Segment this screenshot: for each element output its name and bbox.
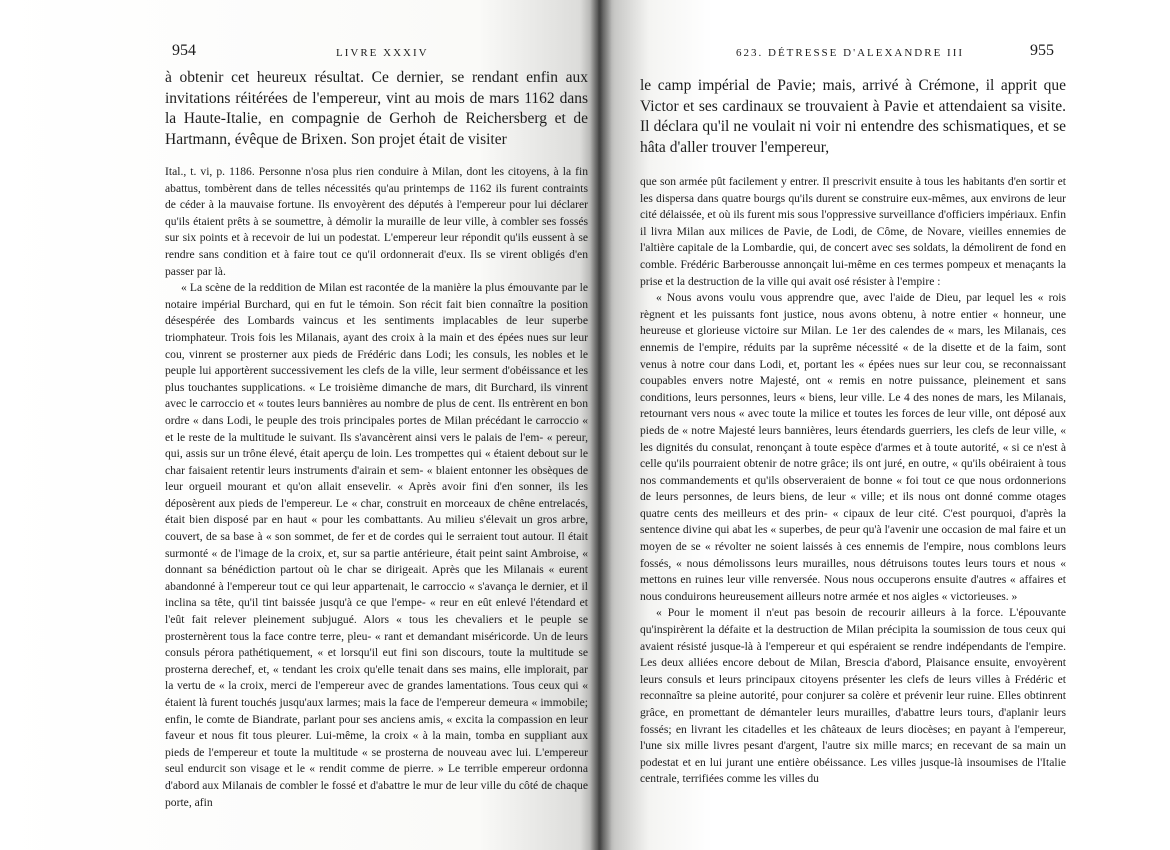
left-footnote-2: « La scène de la reddition de Milan est racontée de la manière la plus émouvante par le notaire impérial Burchard, qui en fut le témoin. Son récit fait bien connaître la position désespérée des Lombards vaincus et les sentiments implacables de leur superbe triomphateur. Trois fois les Milanais, ayant des croix à la main et des épées nues sur leur cou, vinrent se prosterner aux pieds de Frédéric dans Lodi; les consuls, les nobles et le peuple lui apportèrent successivement les clefs de la ville, leur serment d'obéissance et les plus touchantes supplications. « Le troisième dimanche de mars, dit Burchard, ils vinrent avec le carroccio et « toutes leurs bannières au nombre de plus de cent. Ils entrèrent en bon ordre « dans Lodi, le peuple des trois principales portes de Milan précédant le carroccio « et le reste de la multitude le suivant. Ils s'avancèrent ainsi vers le palais de l'em- « pereur, qui, assis sur un trône élevé, était aperçu de loin. Les trompettes qui « étaient debout sur le char faisaient retentir leurs instruments d'airain et sem- « blaient entonner les obsèques de leur orgueil mourant et qu'on allait ensevelir. « Après avoir fini d'en sonner, ils les déposèrent aux pieds de l'empereur. Le « char, construit en morceaux de chêne entrelacés, était bien disposé par en haut « pour les combattants. Au milieu s'élevait un gros arbre, couvert, de sa base à « son sommet, de fer et de cordes qui le serraient tout autour. Il était surmonté « de l'image de la croix, et, sur sa partie antérieure, était peint saint Ambroise, « donnant sa bénédiction partout où le char se dirigeait. Après que les Milanais « eurent abandonné à l'empereur tout ce qui leur appartenait, le carroccio « s'avança le dernier, et il inclina sa tête, qu'il tint baissée jusqu'à ce que l'empe- « reur en eût enlevé l'étendard et l'eût fait relever pleinement subjugué. Alors « tous les chevaliers et le peuple se prosternèrent tous la face contre terre, pleu- « rant et demandant miséricorde. Un de leurs consuls pérora pathétiquement, « et lorsqu'il eut fini son discours, toute la multitude se prosterna derechef, et, « tendant les croix qu'elle tenait dans ses mains, elle implorait, par la vertu de « la croix, merci de l'empereur avec de grandes lamentations. Tous ceux qui « étaient là furent touchés jusqu'aux larmes; mais la face de l'empereur demeura « immobile; enfin, le comte de Biandrate, parlant pour ses anciens amis, « excita la compassion en leur faveur et nous fit tous pleurer. Lui-même, la croix « à la main, tomba en suppliant aux pieds de l'empereur et toute la multitude « se prosterna de nouveau avec lui. L'empereur seul endurcit son visage et le « rendit comme de pierre. » Le terrible empereur ordonna d'abord aux Milanais de combler le fossé et d'abattre le mur de leur ville du côté de chaque porte, afin [165, 281, 588, 809]
book-gutter [590, 0, 612, 850]
left-footnote-1: Ital., t. vi, p. 1186. Personne n'osa plus rien conduire à Milan, dont les citoyens, à la fin abattus, tombèrent dans de telles nécessités qu'au printemps de 1162 ils furent contraints de céder à la mauvaise fortune. Ils envoyèrent des députés à l'empereur pour lui déclarer qu'ils étaient prêts à se soumettre, à démolir la muraille de leur ville, à combler ses fossés sur six points et à recevoir de lui un podestat. L'empereur leur répondit qu'ils eussent à se rendre sans condition et à faire tout ce qu'il ordonnerait d'eux. Ils se virent obligés d'en passer par là. [165, 165, 588, 278]
right-page-number: 955 [1030, 42, 1054, 59]
left-main-text: à obtenir cet heureux résultat. Ce dernier, se rendant enfin aux invitations réitérées de l'empereur, vint au mois de mars 1162 dans la Haute-Italie, en compagnie de Gerhoh de Reichersberg et de Hartmann, évêque de Brixen. Son projet était de visiter [165, 69, 588, 148]
right-footnote-2: « Nous avons voulu vous apprendre que, avec l'aide de Dieu, par lequel les « rois règnent et les puissants font justice, nous avons obtenu, à notre entier « honneur, une heureuse et glorieuse victoire sur Milan. Le 1er des calendes de « mars, les Milanais, ces ennemis de l'empire, réduits par la suprême nécessité « de la disette et de la faim, sont venus à notre cour dans Lodi, et, portant les « épées nues sur leur cou, se reconnaissant coupables envers notre Majesté, ont « remis en notre puissance, pleinement et sans conditions, leurs personnes, leurs « biens, leur ville. Le 4 des nones de mars, les Milanais, retournant vers nous « avec toute la milice et toutes les forces de leur ville, ont déposé aux pieds de « notre Majesté leurs bannières, leurs étendards guerriers, les clefs de leur ville, « les dignités du consulat, renonçant à toute espèce d'armes et à toute autorité, « si ce n'est à celle qu'ils pourraient obtenir de notre grâce; ils ont juré, en outre, « qu'ils obéiraient à tous nos commandements et qu'ils observeraient de bonne « foi tout ce que nous ordonnerions de leurs personnes, de leurs biens, de leur « ville; et ils nous ont donné comme otages quatre cents des meilleurs et des prin- « cipaux de leur cité. C'est pourquoi, d'après la sentence divine qui abat les « superbes, de peur qu'à l'avenir une occasion de mal faire et un moyen de se « révolter ne soient laissés à ces ennemis de l'empire, nous comblons leurs fossés, « nous démolissons leurs murailles, nous détruisons toutes leurs tours et nous « mettons en ruines leur ville renversée. Nous nous occuperons ensuite d'autres « affaires et nous conduirons heureusement ailleurs notre armée et nos aigles « victorieuses. » [640, 291, 1066, 603]
right-footnote-1: que son armée pût facilement y entrer. Il prescrivit ensuite à tous les habitants d'en sortir et les dispersa dans quatre bourgs qu'ils durent se construire eux-mêmes, aux environs de leur cité délaissée, et où ils furent mis sous l'oppressive surveillance d'officiers impériaux. Enfin il livra Milan aux milices de Pavie, de Lodi, de Côme, de Novare, vieilles ennemies de l'altière capitale de la Lombardie, qui, de concert avec ses soldats, la démolirent de fond en comble. Frédéric Barberousse annonçait lui-même en ces termes pompeux et menaçants la prise et la destruction de la ville qui avait osé résister à l'empire : [640, 175, 1066, 288]
right-main-text: le camp impérial de Pavie; mais, arrivé à Crémone, il apprit que Victor et ses cardinaux se trouvaient à Pavie et attendaient sa visite. Il déclara qu'il ne voulait ni voir ni entendre des schismatiques, et se hâta d'aller trouver l'empereur, [640, 77, 1066, 156]
left-running-head: LIVRE XXXIV [336, 47, 429, 59]
right-page [598, 0, 1170, 850]
right-text-block [640, 76, 1066, 788]
right-running-head: 623. DÉTRESSE D'ALEXANDRE III [736, 47, 965, 59]
left-page-number: 954 [172, 42, 196, 59]
left-text-block [165, 68, 588, 811]
right-footnote-3: « Pour le moment il n'eut pas besoin de recourir ailleurs à la force. L'épouvante qu'inspirèrent la défaite et la destruction de Milan précipita la soumission de tous ceux qui avaient résisté jusque-là à l'empereur et qui espéraient se rendre indépendants de l'empire. Les deux alliées encore debout de Milan, Brescia d'abord, Plaisance ensuite, envoyèrent leurs consuls et leurs principaux citoyens présenter les clefs de leurs villes à Frédéric et reconnaître sa pleine autorité, pour conjurer sa colère et prévenir leur ruine. Elles obtinrent grâce, en promettant de démanteler leurs murailles, d'abattre leurs tours, d'aplanir leurs fossés; en livrant les citadelles et les châteaux de leurs diocèses; en payant à l'empereur, l'une six mille livres pesant d'argent, l'autre six mille marcs; en recevant de sa main un podestat et en lui jurant une entière obéissance. Les villes jusque-là insoumises de l'Italie centrale, terrifiées comme les villes du [640, 606, 1066, 786]
